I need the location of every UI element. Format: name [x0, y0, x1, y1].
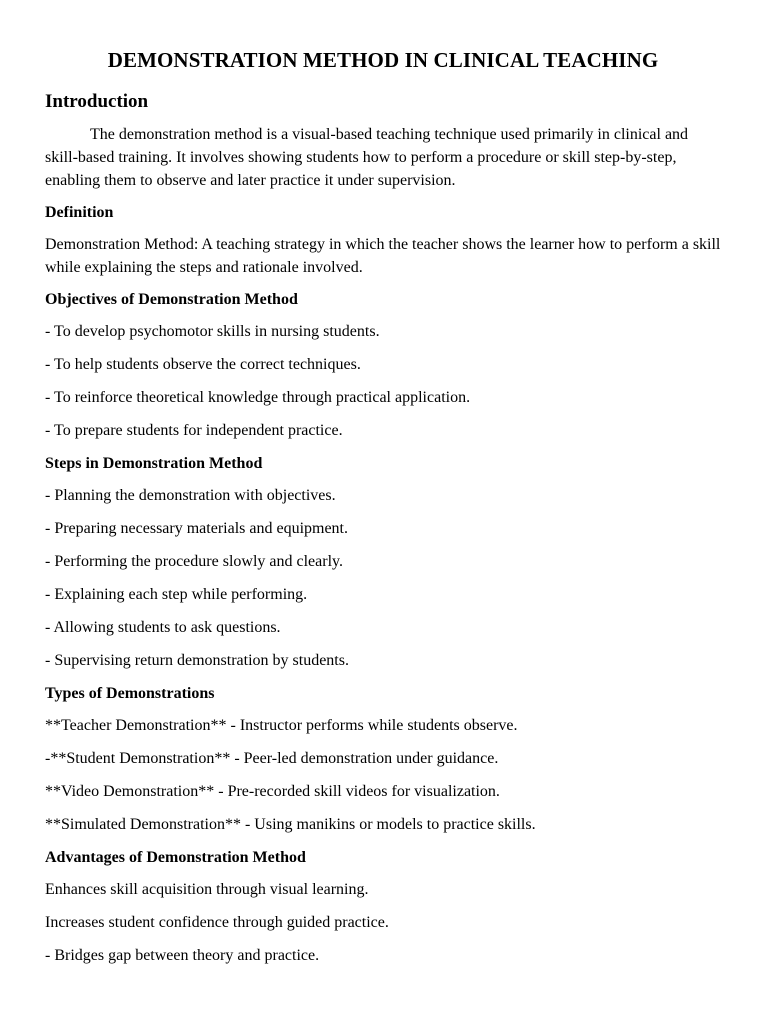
step-item: - Performing the procedure slowly and clearly.: [45, 553, 343, 570]
document-title: DEMONSTRATION METHOD IN CLINICAL TEACHING: [107, 48, 659, 72]
objectives-heading: Objectives of Demonstration Method: [45, 291, 298, 308]
introduction-paragraph: The demonstration method is a visual-based teaching technique used primarily in clinical and skill-based training. It involves showing students how to perform a procedure or skill step-by-step, enabling them to observe and later practice it under supervision.: [45, 126, 689, 189]
step-item: - Allowing students to ask questions.: [45, 619, 281, 636]
document-page: [45, 44, 721, 977]
advantages-heading: Advantages of Demonstration Method: [45, 849, 306, 866]
type-item: **Video Demonstration** - Pre-recorded skill videos for visualization.: [45, 783, 500, 800]
step-item: - Explaining each step while performing.: [45, 586, 308, 603]
introduction-heading: Introduction: [45, 91, 149, 112]
objective-item: - To develop psychomotor skills in nursing students.: [45, 323, 380, 340]
step-item: - Supervising return demonstration by students.: [45, 652, 349, 669]
types-heading: Types of Demonstrations: [45, 685, 215, 702]
definition-heading: Definition: [45, 204, 114, 221]
type-item: **Simulated Demonstration** - Using manikins or models to practice skills.: [45, 816, 536, 833]
advantage-item: - Bridges gap between theory and practice.: [45, 947, 320, 964]
advantage-item: Enhances skill acquisition through visual learning.: [45, 881, 369, 898]
objective-item: - To help students observe the correct techniques.: [45, 356, 361, 373]
steps-heading: Steps in Demonstration Method: [45, 455, 263, 472]
type-item: -**Student Demonstration** - Peer-led demonstration under guidance.: [45, 750, 499, 767]
definition-paragraph: Demonstration Method: A teaching strategy in which the teacher shows the learner how to perform a skill while explaining the steps and rationale involved.: [45, 236, 721, 276]
step-item: - Planning the demonstration with objectives.: [45, 487, 336, 504]
objective-item: - To prepare students for independent practice.: [45, 422, 343, 439]
objective-item: - To reinforce theoretical knowledge through practical application.: [45, 389, 471, 406]
step-item: - Preparing necessary materials and equipment.: [45, 520, 348, 537]
type-item: **Teacher Demonstration** - Instructor performs while students observe.: [45, 717, 518, 734]
advantage-item: Increases student confidence through guided practice.: [45, 914, 389, 931]
